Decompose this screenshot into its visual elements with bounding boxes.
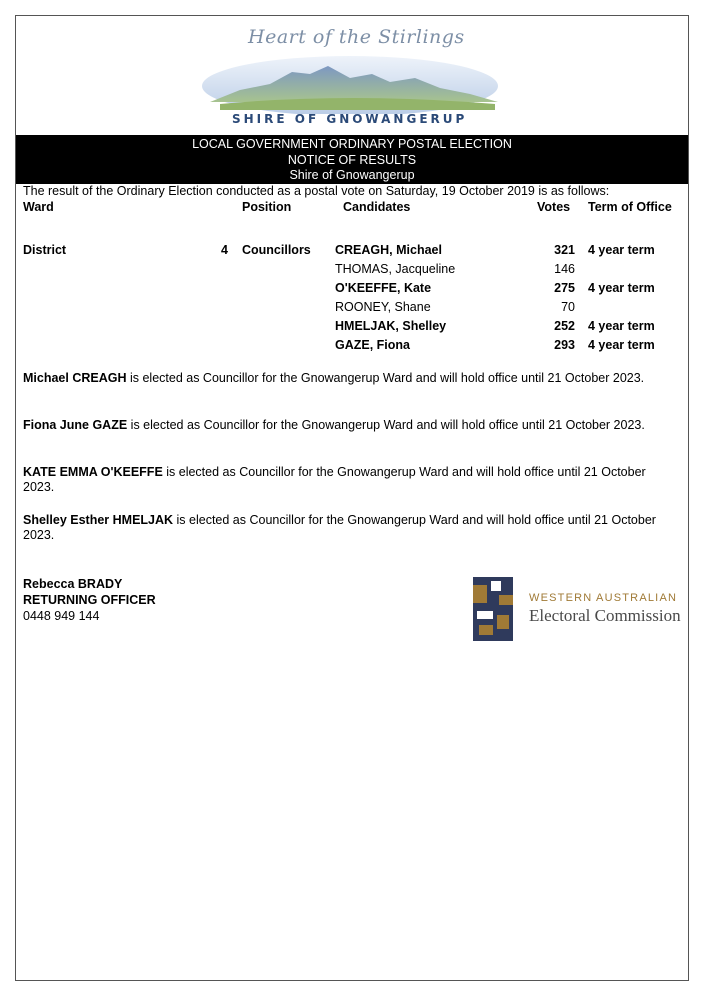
- candidate-name: HMELJAK, Shelley: [335, 319, 447, 333]
- waec-emblem-icon: [473, 577, 513, 641]
- election-title: LOCAL GOVERNMENT ORDINARY POSTAL ELECTION: [192, 137, 512, 151]
- waec-line1: WESTERN AUSTRALIAN: [529, 592, 678, 604]
- officer-phone: 0448 949 144: [23, 609, 100, 623]
- candidate-name: GAZE, Fiona: [335, 338, 410, 352]
- candidate-name: ROONEY, Shane: [335, 300, 431, 314]
- elected-text: is elected as Councillor for the Gnowangerup Ward and will hold office until 21 October 2023.: [23, 465, 646, 494]
- notice-title: NOTICE OF RESULTS: [287, 152, 417, 167]
- header-candidates: Candidates: [343, 200, 411, 214]
- elected-name: Michael CREAGH: [23, 371, 127, 385]
- elected-statement: [23, 465, 673, 495]
- intro-text: The result of the Ordinary Election conducted as a postal vote on Saturday, 19 October 2019 is as follows:: [23, 184, 610, 198]
- elected-statement: [23, 371, 673, 386]
- logo-shire-name: SHIRE OF GNOWANGERUP: [232, 112, 468, 126]
- elected-name: Shelley Esther HMELJAK: [23, 513, 174, 527]
- candidate-votes: 252: [554, 319, 575, 333]
- candidate-name: THOMAS, Jacqueline: [335, 262, 456, 276]
- shire-title: Shire of Gnowangerup: [289, 168, 415, 182]
- title-banner: [16, 135, 688, 184]
- elected-text: is elected as Councillor for the Gnowangerup Ward and will hold office until 21 October 2023.: [127, 418, 645, 432]
- waec-logo: [471, 575, 691, 645]
- elected-name: Fiona June GAZE: [23, 418, 128, 432]
- candidate-votes: 146: [554, 262, 575, 276]
- header-term: Term of Office: [588, 200, 672, 214]
- elected-text: is elected as Councillor for the Gnowangerup Ward and will hold office until 21 October 2023.: [23, 513, 656, 542]
- candidate-votes: 275: [554, 281, 575, 295]
- candidate-term: 4 year term: [588, 338, 655, 352]
- candidate-name: O'KEEFFE, Kate: [335, 281, 432, 295]
- candidate-name: CREAGH, Michael: [335, 243, 442, 257]
- officer-name: Rebecca BRADY: [23, 577, 123, 591]
- candidate-term: 4 year term: [588, 319, 655, 333]
- elected-text: is elected as Councillor for the Gnowangerup Ward and will hold office until 21 October 2023.: [126, 371, 645, 385]
- logo-script-text: Heart of the Stirlings: [248, 26, 465, 48]
- header-votes: Votes: [537, 200, 571, 214]
- shire-logo: [200, 26, 505, 130]
- candidate-votes: 70: [561, 300, 575, 314]
- officer-title: RETURNING OFFICER: [23, 593, 156, 607]
- position-name: Councillors: [242, 243, 311, 257]
- positions-count: 4: [221, 243, 228, 257]
- elected-name: KATE EMMA O'KEEFFE: [23, 465, 163, 479]
- candidate-term: 4 year term: [588, 281, 655, 295]
- waec-line2: Electoral Commission: [529, 606, 681, 625]
- signature-block: [23, 576, 156, 624]
- header-position: Position: [242, 200, 292, 214]
- header-ward: Ward: [23, 200, 54, 214]
- ward-name: District: [23, 243, 67, 257]
- elected-statement: [23, 513, 673, 543]
- candidate-votes: 293: [554, 338, 575, 352]
- mountain-landscape-icon: [200, 44, 505, 114]
- candidate-votes: 321: [554, 243, 575, 257]
- candidate-term: 4 year term: [588, 243, 655, 257]
- elected-statement: [23, 418, 673, 433]
